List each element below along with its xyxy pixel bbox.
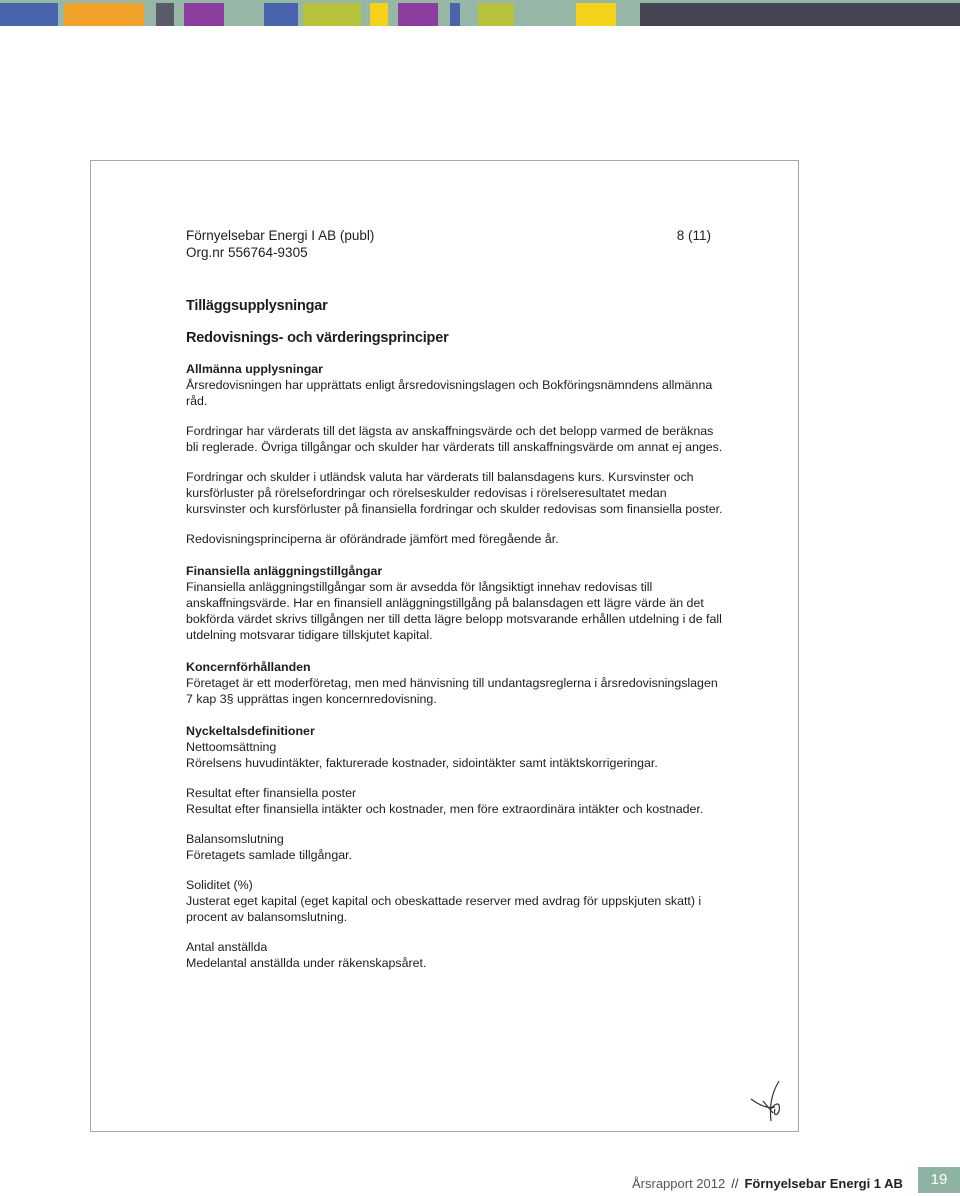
definition-text: Medelantal anställda under räkenskapsåret. bbox=[186, 956, 427, 970]
section-heading: Tilläggsupplysningar bbox=[186, 298, 328, 314]
color-segment bbox=[303, 3, 361, 26]
document-page-number: 8 (11) bbox=[676, 228, 711, 243]
company-name: Förnyelsebar Energi I AB (publ) bbox=[186, 228, 375, 243]
org-number: Org.nr 556764-9305 bbox=[186, 245, 308, 260]
document-body bbox=[186, 227, 726, 971]
definition-term: Resultat efter finansiella poster bbox=[186, 786, 357, 800]
paragraph: Fordringar har värderats till det lägsta av anskaffningsvärde och det belopp varmed de beräknas bli reglerade. Övriga tillgångar och skulder har värderats till anskaffningsvärde om annat ej anges. bbox=[186, 424, 723, 454]
color-segment bbox=[478, 3, 514, 26]
color-segment bbox=[156, 3, 174, 26]
section-title: Allmänna upplysningar bbox=[186, 362, 324, 376]
definition-text: Justerat eget kapital (eget kapital och obeskattade reserver med avdrag för uppskjuten skatt) i procent av balansomslutning. bbox=[186, 894, 702, 924]
color-segment bbox=[640, 3, 960, 26]
color-segment bbox=[184, 3, 224, 26]
section-title: Koncernförhållanden bbox=[186, 660, 311, 674]
color-segment bbox=[0, 3, 58, 26]
footer-separator: // bbox=[731, 1176, 739, 1191]
section-general-info bbox=[186, 361, 726, 547]
color-segment bbox=[370, 3, 388, 26]
color-segment bbox=[576, 3, 616, 26]
color-segment bbox=[264, 3, 298, 26]
page-footer bbox=[632, 1176, 903, 1191]
color-segment bbox=[450, 3, 460, 26]
section-key-ratio-definitions bbox=[186, 723, 726, 971]
paragraph: Finansiella anläggningstillgångar som är avsedda för långsiktigt innehav redovisas till anskaffningsvärde. Har en finansiell anläggningstillgång på balansdagen ett lägre värde än det bokförda värdet skrivs tillgången ner till detta lägre belopp motsvarande erhållen utdelning i de fall utdelning motsvarar tidigare tillskjutet kapital. bbox=[186, 580, 722, 642]
paragraph: Fordringar och skulder i utländsk valuta har värderats till balansdagens kurs. Kursvinster och kursförluster på rörelsefordringar och rörelseskulder redovisas i rörelseresultatet medan kursvinster och kursförluster på finansiella fordringar och skulder redovisas som finansiella poster. bbox=[186, 470, 723, 516]
footer-page-number: 19 bbox=[918, 1167, 960, 1193]
paragraph: Redovisningsprinciperna är oförändrade jämfört med föregående år. bbox=[186, 532, 559, 546]
definition-text: Företagets samlade tillgångar. bbox=[186, 848, 352, 862]
paragraph: Årsredovisningen har upprättats enligt årsredovisningslagen och Bokföringsnämndens allmänna råd. bbox=[186, 378, 713, 408]
color-segment bbox=[398, 3, 438, 26]
definition-text: Resultat efter finansiella intäkter och kostnader, men före extraordinära intäkter och kostnader. bbox=[186, 802, 704, 816]
paragraph: Företaget är ett moderföretag, men med hänvisning till undantagsreglerna i årsredovisningslagen 7 kap 3§ upprättas ingen koncernredovisning. bbox=[186, 676, 718, 706]
section-financial-assets bbox=[186, 563, 726, 643]
footer-company: Förnyelsebar Energi 1 AB bbox=[744, 1176, 903, 1191]
section-group-relations bbox=[186, 659, 726, 707]
footer-report-title: Årsrapport 2012 bbox=[632, 1176, 726, 1191]
definition-term: Antal anställda bbox=[186, 940, 268, 954]
definition-text: Rörelsens huvudintäkter, fakturerade kostnader, sidointäkter samt intäktskorrigeringar. bbox=[186, 756, 658, 770]
signature-mark bbox=[749, 1079, 789, 1125]
decorative-color-bar bbox=[0, 0, 960, 26]
section-title: Finansiella anläggningstillgångar bbox=[186, 564, 383, 578]
section-title: Nyckeltalsdefinitioner bbox=[186, 724, 315, 738]
definition-term: Balansomslutning bbox=[186, 832, 284, 846]
definition-term: Nettoomsättning bbox=[186, 740, 277, 754]
section-subheading: Redovisnings- och värderingsprinciper bbox=[186, 330, 449, 346]
definition-term: Soliditet (%) bbox=[186, 878, 253, 892]
color-segment bbox=[64, 3, 144, 26]
scanned-document-page bbox=[90, 160, 799, 1132]
